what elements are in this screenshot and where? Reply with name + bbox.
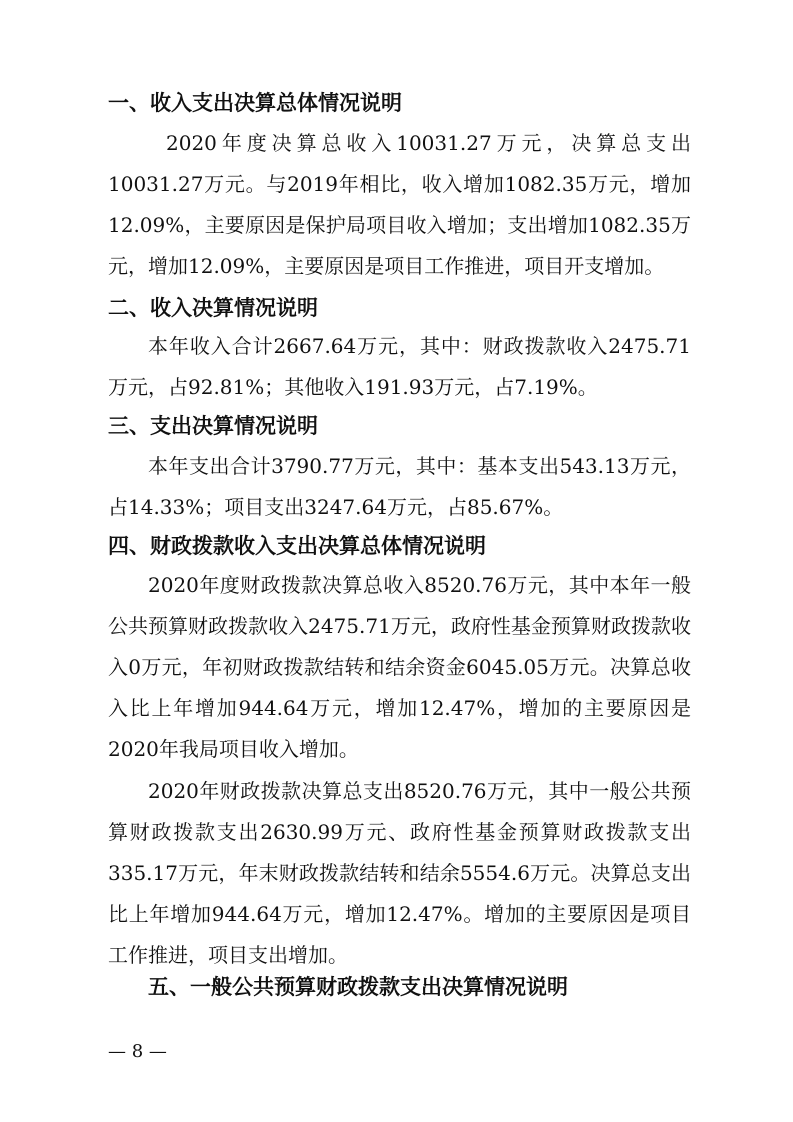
section-4-paragraph-2: 2020年财政拨款决算总支出8520.76万元，其中一般公共预算财政拨款支出2630.99万元、政府性基金预算财政拨款支出335.17万元，年末财政拨款结转和结余5554.6万元。决算总支出比上年增加944.64万元，增加12.47%。增加的主要原因是项目工作推进，项目支出增加。 bbox=[108, 779, 691, 967]
section-2-paragraph-1: 本年收入合计2667.64万元，其中：财政拨款收入2475.71万元，占92.81%；其他收入191.93万元，占7.19%。 bbox=[108, 334, 691, 399]
section-4-paragraph-1: 2020年度财政拨款决算总收入8520.76万元，其中本年一般公共预算财政拨款收入2475.71万元，政府性基金预算财政拨款收入0万元，年初财政拨款结转和结余资金6045.05万元。决算总收入比上年增加944.64万元，增加12.47%，增加的主要原因是2020年我局项目收入增加。 bbox=[108, 573, 691, 761]
page-number: — 8 — bbox=[108, 1041, 167, 1062]
section-1-paragraph-1: 2020年度决算总收入10031.27万元，决算总支出10031.27万元。与2019年相比，收入增加1082.35万元，增加12.09%，主要原因是保护局项目收入增加；支出增加1082.35万元，增加12.09%，主要原因是项目工作推进，项目开支增加。 bbox=[108, 131, 691, 278]
section-heading-5: 五、一般公共预算财政拨款支出决算情况说明 bbox=[148, 975, 568, 999]
section-heading-4: 四、财政拨款收入支出决算总体情况说明 bbox=[108, 534, 486, 558]
section-heading-1: 一、收入支出决算总体情况说明 bbox=[108, 91, 402, 115]
section-heading-3: 三、支出决算情况说明 bbox=[108, 414, 318, 438]
section-3-paragraph-1: 本年支出合计3790.77万元，其中：基本支出543.13万元，占14.33%；项目支出3247.64万元，占85.67%。 bbox=[108, 454, 691, 519]
section-heading-2: 二、收入决算情况说明 bbox=[108, 296, 318, 320]
